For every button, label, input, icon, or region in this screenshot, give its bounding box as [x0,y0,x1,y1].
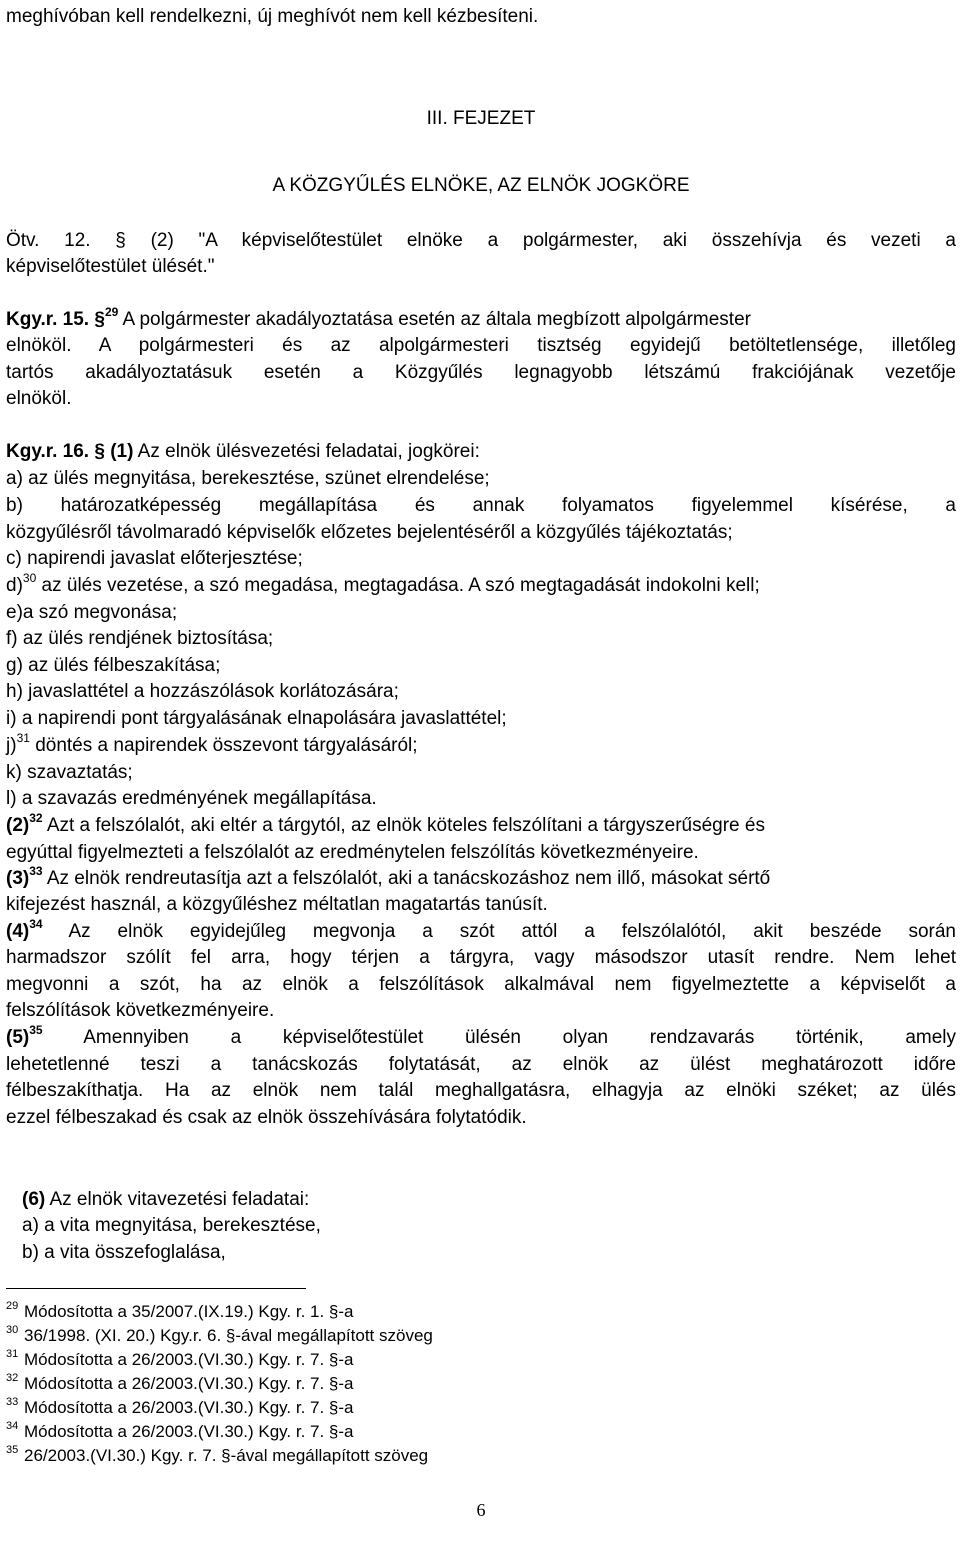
paragraph-3-line-1 [6,866,770,892]
section-15-sign: § [94,309,105,330]
footnote-text: Módosította a 35/2007.(IX.19.) Kgy. r. 1. §-a [24,1302,354,1321]
paragraph-5-line-3: félbeszakíthatja. Ha az elnök nem talál meghallgatásra, elhagyja az elnöki széket; az ülés [6,1080,956,1101]
otv-line-2: képviselőtestület ülését." [6,256,215,277]
footnote-31: $^{31}$ Módosította a 26/2003.(VI.30.) Kgy. r. 7. §-a [6,1348,354,1369]
footnote-ref-29[interactable]: 29 [104,305,119,319]
paragraph-4-line-1 [6,919,956,945]
paragraph-4-label: (4) [6,921,30,942]
otv-line-1: Ötv. 12. § (2) "A képviselőtestület elnöke a polgármester, aki összehívja és vezeti a [6,230,956,251]
footnote-32: $^{32}$ Módosította a 26/2003.(VI.30.) Kgy. r. 7. §-a [6,1372,354,1393]
paragraph-5-line-4: ezzel félbeszakad és csak az elnök összehívására folytatódik. [6,1107,527,1128]
section-15-label: Kgy.r. 15. [6,309,90,330]
section-15-text: A polgármester akadályoztatása esetén az általa megbízott alpolgármester [122,309,751,330]
footnote-ref-30[interactable]: 30 [22,571,37,585]
paragraph-6-item-a: a) a vita megnyitása, berekesztése, [22,1215,321,1236]
paragraph-3-line-2: kifejezést használ, a közgyűléshez méltatlan magatartás tanúsít. [6,894,548,915]
footnote-34: $^{34}$ Módosította a 26/2003.(VI.30.) Kgy. r. 7. §-a [6,1420,354,1441]
paragraph-6-item-b: b) a vita összefoglalása, [22,1242,226,1263]
paragraph-4-line-2: harmadszor szólít fel arra, hogy térjen a tárgyra, vagy másodszor utasít rendre. Nem lehet [6,947,956,968]
section-16-label: Kgy.r. 16. § (1) [6,441,134,462]
paragraph-5-label: (5) [6,1027,30,1048]
section-15-line-2: elnököl. A polgármesteri és az alpolgármesteri tisztség egyidejű betöltetlensége, illetőleg [6,335,956,356]
page-number: 6 [476,1500,486,1520]
section-16-item-b-line-2: közgyűlésről távolmaradó képviselők előzetes bejelentéséről a közgyűlés tájékoztatás; [6,522,733,543]
item-d-prefix: d) [6,575,23,596]
paragraph-2-label: (2) [6,815,30,836]
section-16-item-l: l) a szavazás eredményének megállapítása. [6,788,377,809]
paragraph-5-line-2: lehetetlenné teszi a tanácskozás folytatását, az elnök az ülést meghatározott időre [6,1054,956,1075]
section-16-item-b-line-1: b) határozatképesség megállapítása és annak folyamatos figyelemmel kísérése, a [6,495,956,516]
chapter-title: A KÖZGYŰLÉS ELNÖKE, AZ ELNÖK JOGKÖRE [272,175,690,196]
paragraph-3-text: Az elnök rendreutasítja azt a felszólalót, aki a tanácskozáshoz nem illő, másokat sértő [46,868,771,889]
section-16-item-i: i) a napirendi pont tárgyalásának elnapolására javaslattétel; [6,708,507,729]
section-16-first-line [6,439,480,465]
item-j-text: döntés a napirendek összevont tárgyalásáról; [35,735,418,756]
footnote-33: $^{33}$ Módosította a 26/2003.(VI.30.) Kgy. r. 7. §-a [6,1396,354,1417]
document-page [6,0,956,1541]
section-16-item-a: a) az ülés megnyitása, berekesztése, szünet elrendelése; [6,468,490,489]
section-15-first-line [6,307,751,333]
footnote-35: $^{35}$ 26/2003.(VI.30.) Kgy. r. 7. §-ával megállapított szöveg [6,1444,429,1465]
chapter-number: III. FEJEZET [426,108,536,129]
paragraph-2-line-1 [6,813,765,839]
paragraph-4-line-4: felszólítások következményeire. [6,1000,275,1021]
section-16-item-c: c) napirendi javaslat előterjesztése; [6,548,303,569]
section-16-item-h: h) javaslattétel a hozzászólások korlátozására; [6,681,399,702]
paragraph-6-line-1 [22,1187,309,1213]
section-16-item-d [6,573,760,599]
paragraph-4-text: Az elnök egyidejűleg megvonja a szót attól a felszólalótól, akit beszéde során [68,921,956,942]
footnote-ref-32[interactable]: 32 [29,811,43,825]
item-d-text: az ülés vezetése, a szó megadása, megtagadása. A szó megtagadását indokolni kell; [41,575,760,596]
footnote-ref-35[interactable]: 35 [29,1023,43,1037]
footnote-ref-31[interactable]: 31 [16,731,30,745]
footnote-separator [6,1288,306,1289]
section-15-line-4: elnököl. [6,388,72,409]
section-16-item-j [6,733,418,759]
paragraph-3-label: (3) [6,868,30,889]
footnote-29: $^{29}$ Módosította a 35/2007.(IX.19.) Kgy. r. 1. §-a [6,1300,354,1321]
footnote-30: $^{30}$ 36/1998. (XI. 20.) Kgy.r. 6. §-ával megállapított szöveg [6,1324,433,1345]
section-16-intro: Az elnök ülésvezetési feladatai, jogkörei: [137,441,480,462]
footnote-text: Módosította a 26/2003.(VI.30.) Kgy. r. 7. §-a [24,1374,354,1393]
paragraph-6-intro: Az elnök vitavezetési feladatai: [49,1189,310,1210]
section-16-item-g: g) az ülés félbeszakítása; [6,655,221,676]
paragraph-4-line-3: megvonni a szót, ha az elnök a felszólítások alkalmával nem figyelmeztette a képviselőt a [6,974,956,995]
footnote-text: Módosította a 26/2003.(VI.30.) Kgy. r. 7. §-a [24,1398,354,1417]
footnote-text: 36/1998. (XI. 20.) Kgy.r. 6. §-ával megállapított szöveg [24,1326,433,1345]
footnote-text: 26/2003.(VI.30.) Kgy. r. 7. §-ával megállapított szöveg [24,1446,429,1465]
footnote-text: Módosította a 26/2003.(VI.30.) Kgy. r. 7. §-a [24,1350,354,1369]
footnote-text: Módosította a 26/2003.(VI.30.) Kgy. r. 7. §-a [24,1422,354,1441]
paragraph-2-text: Azt a felszólalót, aki eltér a tárgytól, az elnök köteles felszólítani a tárgyszerűségre és [46,815,765,836]
paragraph-6-label: (6) [22,1189,46,1210]
top-continuation-line: meghívóban kell rendelkezni, új meghívót nem kell kézbesíteni. [6,6,539,27]
paragraph-5-text: Amennyiben a képviselőtestület ülésén olyan rendzavarás történik, amely [83,1027,957,1048]
section-16-item-f: f) az ülés rendjének biztosítása; [6,628,274,649]
section-16-item-e: e)a szó megvonása; [6,602,178,623]
footnote-ref-34[interactable]: 34 [29,917,43,931]
item-j-prefix: j) [6,735,17,756]
footnote-ref-33[interactable]: 33 [29,864,43,878]
paragraph-5-line-1 [6,1025,956,1051]
section-16-item-k: k) szavaztatás; [6,762,133,783]
section-15-line-3: tartós akadályoztatásuk esetén a Közgyűlés legnagyobb létszámú frakciójának vezetője [6,362,956,383]
paragraph-2-line-2: egyúttal figyelmezteti a felszólalót az eredménytelen felszólítás következményeire. [6,842,699,863]
